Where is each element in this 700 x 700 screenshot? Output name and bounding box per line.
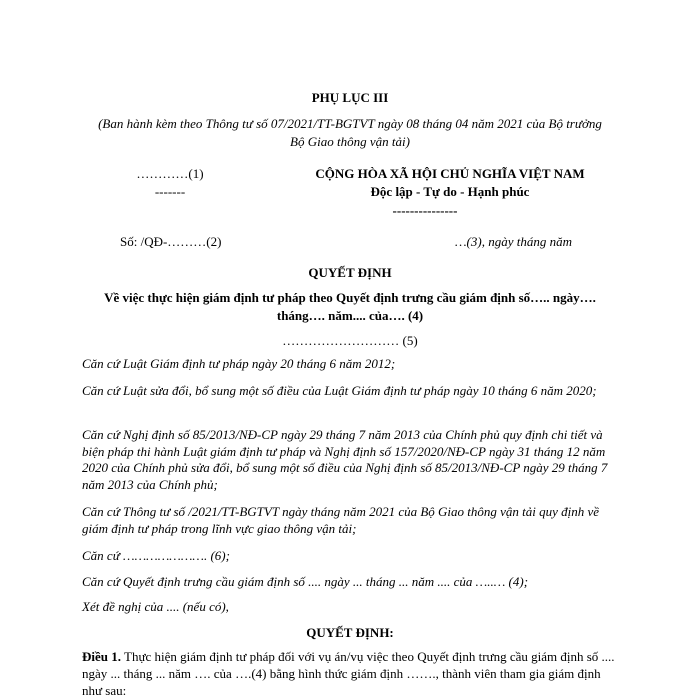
article-1-label: Điều 1. [82, 649, 121, 664]
agency-rule: ------- [154, 184, 186, 199]
appendix-subtitle-line1: (Ban hành kèm theo Thông tư số 07/2021/TT-BGTVT ngày 08 tháng 04 năm 2021 của Bộ trưởng [98, 116, 602, 131]
legal-basis-7: Xét đề nghị của .... (nếu có), [82, 599, 229, 614]
place-and-date: …(3), ngày tháng năm [455, 234, 572, 249]
article-1 [82, 648, 622, 699]
decision-issuer: ……………………… (5) [282, 333, 418, 348]
national-motto: Độc lập - Tự do - Hạnh phúc [370, 184, 530, 199]
legal-basis-3: Căn cứ Nghị định số 85/2013/NĐ-CP ngày 29 tháng 7 năm 2013 của Chính phủ quy định chi tiết và biện pháp thi hành Luật giám định tư pháp và Nghị định số 157/2020/NĐ-CP ngày 31 tháng 12 năm 2020 của Chính phủ sửa đổi, bổ sung một số điều của Nghị định số 85/2013/NĐ-CP ngày 29 tháng 7 năm 2013 của Chính phủ; [82, 427, 608, 492]
nation-name: CỘNG HÒA XÃ HỘI CHỦ NGHĨA VIỆT NAM [315, 166, 585, 181]
legal-basis-5: Căn cứ …………………. (6); [82, 548, 230, 563]
decision-number: Số: /QĐ-………(2) [120, 234, 222, 249]
decides-title: QUYẾT ĐỊNH: [306, 625, 394, 640]
decision-about-line2: tháng…. năm.... của…. (4) [276, 308, 424, 323]
agency-name: …………(1) [136, 166, 204, 181]
legal-basis-2: Căn cứ Luật sửa đổi, bổ sung một số điều của Luật Giám định tư pháp ngày 10 tháng 6 năm 2020; [82, 383, 597, 398]
legal-basis-4: Căn cứ Thông tư số /2021/TT-BGTVT ngày tháng năm 2021 của Bộ Giao thông vận tải quy định về giám định tư pháp trong lĩnh vực giao thông vận tải; [82, 504, 600, 536]
legal-basis-1: Căn cứ Luật Giám định tư pháp ngày 20 tháng 6 năm 2012; [82, 356, 396, 371]
decision-about-line1: Về việc thực hiện giám định tư pháp theo Quyết định trưng cầu giám định số….. ngày…. [104, 290, 596, 305]
motto-rule: --------------- [392, 203, 458, 218]
appendix-subtitle-line2: Bộ Giao thông vận tải) [290, 134, 410, 149]
decision-title: QUYẾT ĐỊNH [308, 265, 392, 280]
article-1-text: Thực hiện giám định tư pháp đối với vụ án/vụ việc theo Quyết định trưng cầu giám định số .... ngày ... tháng ... năm …. của ….(4) bằng hình thức giám định ……., thành viên tham gia giám định như sau: [82, 649, 615, 698]
legal-basis-6: Căn cứ Quyết định trưng cầu giám định số .... ngày ... tháng ... năm .... của …..… (4); [82, 574, 529, 589]
appendix-title: PHỤ LỤC III [311, 90, 389, 105]
